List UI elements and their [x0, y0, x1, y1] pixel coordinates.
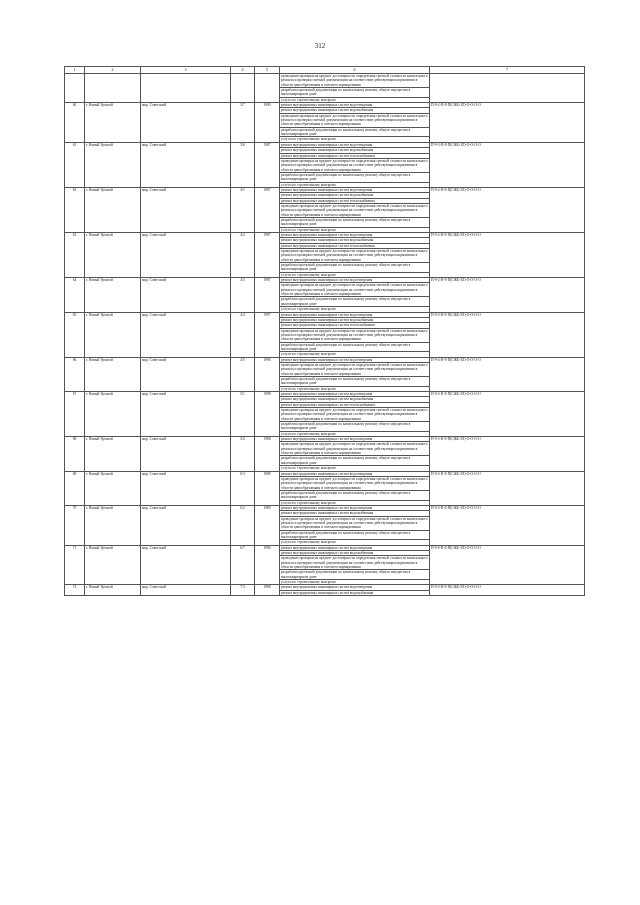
- cell-work-type: услуги по строительному контролю: [280, 307, 430, 312]
- cell-district: мкр. Советский: [141, 437, 231, 471]
- cell-year: 1987: [255, 142, 280, 187]
- cell-number: 62: [65, 187, 85, 232]
- cell-district: мкр. Советский: [141, 312, 231, 357]
- cell-work-type: проведение проверки на предмет достоверности определения сметной стоимости капитального ремонта и проверки сметной документации на соответствие действующим нормативам в области ценообразования и сметного нормирования: [281, 408, 428, 421]
- cell-work-type: ремонт внутридомовых инженерных систем водоснабжения: [280, 238, 430, 243]
- cell-district: мкр. Советский: [141, 142, 231, 187]
- cell-city: г. Новый Уренгой: [85, 233, 141, 278]
- cell-work-type: услуги по строительному контролю: [280, 386, 430, 391]
- column-header: 7: [430, 67, 585, 74]
- cell-work-type: разработка проектной документации по капитальному ремонту общего имущества в многоквартирном доме: [280, 570, 430, 580]
- cell-house: 6/7: [231, 545, 255, 585]
- cell-number: 68: [65, 437, 85, 471]
- cell-work-type: проведение проверки на предмет достоверности определения сметной стоимости капитального ремонта и проверки сметной документации на соответствие действующим нормативам в области ценообразования и сметного нормирования: [281, 283, 428, 297]
- cell-work-type: разработка проектной документации по капитальному ремонту общего имущества в многоквартирном доме: [280, 172, 430, 182]
- cell-year: 1988: [255, 437, 280, 471]
- cell-number: 66: [65, 357, 85, 391]
- cell-work-type: услуги по строительному контролю: [280, 352, 430, 357]
- cell-work-type: услуги по строительному контролю: [280, 182, 430, 187]
- capital-repair-table: [64, 66, 585, 596]
- cell-city: г. Новый Уренгой: [85, 278, 141, 312]
- cell-work-type: ремонт внутридомовых инженерных систем водоснабжения: [280, 148, 430, 153]
- table-row: [65, 278, 585, 283]
- cell-city: г. Новый Уренгой: [85, 312, 141, 357]
- cell-city: г. Новый Уренгой: [85, 103, 141, 143]
- cell-work-type: ремонт внутридомовых инженерных систем водоотведения: [280, 103, 430, 108]
- column-header: 4: [231, 67, 255, 74]
- cell-house: [231, 74, 255, 103]
- cell-house: 7/3: [231, 585, 255, 596]
- cell-work-type: ремонт внутридомовых инженерных систем теплоснабжения: [280, 198, 430, 203]
- cell-work-type: разработка проектной документации по капитальному ремонту общего имущества в многоквартирном доме: [280, 376, 430, 386]
- cell-district: мкр. Советский: [141, 357, 231, 391]
- cell-work-type: проведение проверки на предмет достоверности определения сметной стоимости капитального ремонта и проверки сметной документации на соответствие действующим нормативам в области ценообразования и сметного нормирования: [281, 516, 428, 530]
- table-row: [65, 545, 585, 550]
- table-body: [65, 67, 585, 596]
- cell-work-type: проведение проверки на предмет достоверности определения сметной стоимости капитального ремонта и проверки сметной документации на соответствие действующим нормативам в области ценообразования и сметного нормирования: [281, 158, 428, 172]
- cell-year: 1998: [255, 392, 280, 437]
- cell-year: 1990: [255, 103, 280, 143]
- column-header: 3: [141, 67, 231, 74]
- cell-work-type: разработка проектной документации по капитальному ремонту общего имущества в многоквартирном доме: [280, 217, 430, 227]
- table-row: [65, 585, 585, 590]
- cell-house: 4/1: [231, 187, 255, 232]
- cell-year: 1996: [255, 357, 280, 391]
- table-row: [65, 142, 585, 147]
- table-row: [65, 471, 585, 476]
- cell-work-type: ремонт внутридомовых инженерных систем водоснабжения: [280, 193, 430, 198]
- column-header: 6: [280, 67, 430, 74]
- cell-series-code: П-9-3-П-8-П(СЖБ-ЗЛ)-О-О-О-О: [430, 392, 585, 437]
- cell-house: 4/4: [231, 312, 255, 357]
- table-row: [65, 357, 585, 362]
- cell-city: [85, 74, 141, 103]
- cell-work-type: проведение проверки на предмет достоверности определения сметной стоимости капитального ремонта и проверки сметной документации на соответствие действующим нормативам в области ценообразования и сметного нормирования: [281, 362, 428, 376]
- cell-work-type: ремонт внутридомовых инженерных систем теплоснабжения: [280, 323, 430, 328]
- cell-work-type: проведение проверки на предмет достоверности определения сметной стоимости капитального ремонта и проверки сметной документации на соответствие действующим нормативам в области ценообразования и сметного нормирования: [281, 328, 428, 342]
- cell-work-type: услуги по строительному контролю: [280, 540, 430, 545]
- cell-house: 5/2: [231, 437, 255, 471]
- cell-district: мкр. Советский: [141, 392, 231, 437]
- column-header: 1: [65, 67, 85, 74]
- table-row: [65, 505, 585, 510]
- cell-work-type: разработка проектной документации по капитальному ремонту общего имущества в многоквартирном доме: [280, 297, 430, 307]
- cell-work-type: разработка проектной документации по капитальному ремонту общего имущества в многоквартирном доме: [280, 422, 430, 432]
- cell-work-type: разработка проектной документации по капитальному ремонту общего имущества в многоквартирном доме: [280, 88, 430, 98]
- cell-series-code: П-9-2-П-8-П(СЖБ-ЗЛ)-О-О-О-О: [430, 187, 585, 232]
- cell-work-type: разработка проектной документации по капитальному ремонту общего имущества в многоквартирном доме: [280, 490, 430, 500]
- cell-work-type: ремонт внутридомовых инженерных систем водоснабжения: [280, 551, 430, 556]
- cell-house: 3/7: [231, 103, 255, 143]
- cell-number: 61: [65, 142, 85, 187]
- cell-work-type: проведение проверки на предмет достоверности определения сметной стоимости капитального ремонта и проверки сметной документации на соответствие действующим нормативам в области ценообразования и сметного нормирования: [281, 476, 428, 490]
- cell-series-code: П-9-3-П-8-П(СЖБ-ЗЛ)-О-О-О-О: [430, 142, 585, 187]
- cell-work-type: ремонт внутридомовых инженерных систем водоотведения: [280, 278, 430, 283]
- cell-work-type: ремонт внутридомовых инженерных систем водоотведения: [280, 585, 430, 590]
- cell-work-type: проведение проверки на предмет достоверности определения сметной стоимости капитального ремонта и проверки сметной документации на соответствие действующим нормативам в области ценообразования и сметного нормирования: [281, 113, 428, 127]
- cell-series-code: П-9-6-П-8-П(СЖБ-ЗЛ)-О-О-О-О: [430, 545, 585, 585]
- cell-work-type: услуги по строительному контролю: [280, 227, 430, 232]
- cell-work-type: ремонт внутридомовых инженерных систем водоснабжения: [280, 590, 430, 595]
- cell-city: г. Новый Уренгой: [85, 545, 141, 585]
- cell-year: 1997: [255, 312, 280, 357]
- cell-year: 1987: [255, 278, 280, 312]
- cell-work-type: ремонт внутридомовых инженерных систем водоотведения: [280, 187, 430, 192]
- cell-number: 72: [65, 585, 85, 596]
- cell-work-type: ремонт внутридомовых инженерных систем водоснабжения: [280, 317, 430, 322]
- table-row: [65, 392, 585, 397]
- cell-year: 1996: [255, 545, 280, 585]
- cell-district: [141, 74, 231, 103]
- cell-house: 3/6: [231, 142, 255, 187]
- cell-city: г. Новый Уренгой: [85, 505, 141, 545]
- cell-work-type: ремонт внутридомовых инженерных систем водоотведения: [280, 392, 430, 397]
- cell-work-type: ремонт внутридомовых инженерных систем теплоснабжения: [280, 153, 430, 158]
- cell-house: 4/3: [231, 278, 255, 312]
- cell-number: 60: [65, 103, 85, 143]
- cell-district: мкр. Советский: [141, 505, 231, 545]
- cell-work-type: разработка проектной документации по капитальному ремонту общего имущества в многоквартирном доме: [280, 342, 430, 352]
- cell-work-type: ремонт внутридомовых инженерных систем теплоснабжения: [280, 243, 430, 248]
- cell-number: 64: [65, 278, 85, 312]
- cell-number: 63: [65, 233, 85, 278]
- cell-work-type: разработка проектной документации по капитальному ремонту общего имущества в многоквартирном доме: [280, 530, 430, 540]
- cell-work-type: ремонт внутридомовых инженерных систем водоотведения: [280, 142, 430, 147]
- cell-number: 65: [65, 312, 85, 357]
- cell-city: г. Новый Уренгой: [85, 142, 141, 187]
- table-row: [65, 437, 585, 442]
- cell-series-code: П-9-3-П-8-П(СЖБ-ЗЛ)-О-О-О-О: [430, 585, 585, 596]
- cell-house: 4/2: [231, 233, 255, 278]
- cell-work-type: ремонт внутридомовых инженерных систем водоотведения: [280, 437, 430, 442]
- cell-work-type: проведение проверки на предмет достоверности определения сметной стоимости капитального ремонта и проверки сметной документации на соответствие действующим нормативам в области ценообразования и сметного нормирования: [281, 203, 428, 217]
- cell-series-code: П-9-3-П-8-П(СЖБ-ЗЛ)-О-О-О-О: [430, 312, 585, 357]
- cell-work-type: ремонт внутридомовых инженерных систем водоснабжения: [280, 511, 430, 516]
- cell-work-type: ремонт внутридомовых инженерных систем теплоснабжения: [280, 402, 430, 407]
- cell-series-code: П-9-2-П-8-П(СЖБ-ЗЛ)-О-О-О-О: [430, 233, 585, 278]
- cell-year: 1987: [255, 233, 280, 278]
- cell-city: г. Новый Уренгой: [85, 585, 141, 596]
- cell-number: [65, 74, 85, 103]
- cell-series-code: П-9-3-П-8-П(СЖБ-ЗЛ)-О-О-О-О: [430, 471, 585, 505]
- cell-work-type: разработка проектной документации по капитальному ремонту общего имущества в многоквартирном доме: [280, 263, 430, 273]
- cell-work-type: услуги по строительному контролю: [280, 272, 430, 277]
- cell-number: 69: [65, 471, 85, 505]
- cell-district: мкр. Советский: [141, 233, 231, 278]
- cell-house: 4/5: [231, 357, 255, 391]
- cell-district: мкр. Советский: [141, 278, 231, 312]
- cell-series-code: П-9-3-П-8-П(СЖБ-ЗЛ)-О-О-О-О: [430, 505, 585, 545]
- cell-series-code: П-9-3-П-8-П(СЖБ-ЗЛ)-О-О-О-О: [430, 437, 585, 471]
- cell-number: 70: [65, 505, 85, 545]
- cell-number: 67: [65, 392, 85, 437]
- cell-series-code: [430, 74, 585, 103]
- table-row: [65, 187, 585, 192]
- cell-work-type: услуги по строительному контролю: [280, 580, 430, 585]
- cell-house: 6/2: [231, 505, 255, 545]
- cell-district: мкр. Советский: [141, 471, 231, 505]
- cell-work-type: проведение проверки на предмет достоверности определения сметной стоимости капитального ремонта и проверки сметной документации на соответствие действующим нормативам в области ценообразования и сметного нормирования: [281, 249, 428, 262]
- cell-work-type: услуги по строительному контролю: [280, 500, 430, 505]
- page-number: 312: [314, 42, 326, 50]
- cell-work-type: ремонт внутридомовых инженерных систем водоотведения: [280, 357, 430, 362]
- table-row: [65, 103, 585, 108]
- cell-work-type: ремонт внутридомовых инженерных систем водоснабжения: [280, 108, 430, 113]
- table-row: [65, 233, 585, 238]
- cell-work-type: ремонт внутридомовых инженерных систем водоотведения: [280, 545, 430, 550]
- cell-year: 1987: [255, 187, 280, 232]
- cell-city: г. Новый Уренгой: [85, 357, 141, 391]
- cell-work-type: ремонт внутридомовых инженерных систем водоотведения: [280, 233, 430, 238]
- cell-work-type: проведение проверки на предмет достоверности определения сметной стоимости капитального ремонта и проверки сметной документации на соответствие действующим нормативам в области ценообразования и сметного нормирования: [281, 556, 428, 570]
- cell-work-type: услуги по строительному контролю: [280, 97, 430, 102]
- column-header: 5: [255, 67, 280, 74]
- table-row-continued: [65, 74, 585, 88]
- column-header: 2: [85, 67, 141, 74]
- cell-work-type: разработка проектной документации по капитальному ремонту общего имущества в многоквартирном доме: [280, 127, 430, 137]
- cell-series-code: П-9-2-П-8-П(СЖБ-ЗЛ)-О-О-О-О: [430, 278, 585, 312]
- table-row: [65, 312, 585, 317]
- cell-district: мкр. Советский: [141, 187, 231, 232]
- cell-series-code: П-9-4-П-8-П(СЖБ-ЗЛ)-О-О-О-О: [430, 357, 585, 391]
- cell-work-type: проведение проверки на предмет достоверности определения сметной стоимости капитального ремонта и проверки сметной документации на соответствие действующим нормативам в области ценообразования и сметного нормирования: [281, 74, 428, 87]
- cell-year: [255, 74, 280, 103]
- cell-district: мкр. Советский: [141, 545, 231, 585]
- cell-number: 71: [65, 545, 85, 585]
- cell-work-type: разработка проектной документации по капитальному ремонту общего имущества в многоквартирном доме: [280, 456, 430, 466]
- cell-work-type: ремонт внутридомовых инженерных систем водоснабжения: [280, 397, 430, 402]
- cell-work-type: проведение проверки на предмет достоверности определения сметной стоимости капитального ремонта и проверки сметной документации на соответствие действующим нормативам в области ценообразования и сметного нормирования: [281, 442, 428, 456]
- cell-city: г. Новый Уренгой: [85, 187, 141, 232]
- cell-work-type: услуги по строительному контролю: [280, 466, 430, 471]
- cell-city: г. Новый Уренгой: [85, 471, 141, 505]
- cell-work-type: ремонт внутридомовых инженерных систем водоотведения: [280, 505, 430, 510]
- cell-district: мкр. Советский: [141, 585, 231, 596]
- cell-year: 1988: [255, 471, 280, 505]
- cell-year: 1989: [255, 505, 280, 545]
- cell-house: 6/3: [231, 471, 255, 505]
- cell-city: г. Новый Уренгой: [85, 392, 141, 437]
- cell-city: г. Новый Уренгой: [85, 437, 141, 471]
- cell-work-type: услуги по строительному контролю: [280, 431, 430, 436]
- cell-year: 1988: [255, 585, 280, 596]
- column-header-row: [65, 67, 585, 74]
- cell-house: 5/1: [231, 392, 255, 437]
- cell-series-code: П-9-2-П-8-П(СЖБ-ЗЛ)-О-О-О-О: [430, 103, 585, 143]
- cell-work-type: услуги по строительному контролю: [280, 137, 430, 142]
- cell-work-type: ремонт внутридомовых инженерных систем водоотведения: [280, 312, 430, 317]
- cell-work-type: ремонт внутридомовых инженерных систем водоотведения: [280, 471, 430, 476]
- cell-district: мкр. Советский: [141, 103, 231, 143]
